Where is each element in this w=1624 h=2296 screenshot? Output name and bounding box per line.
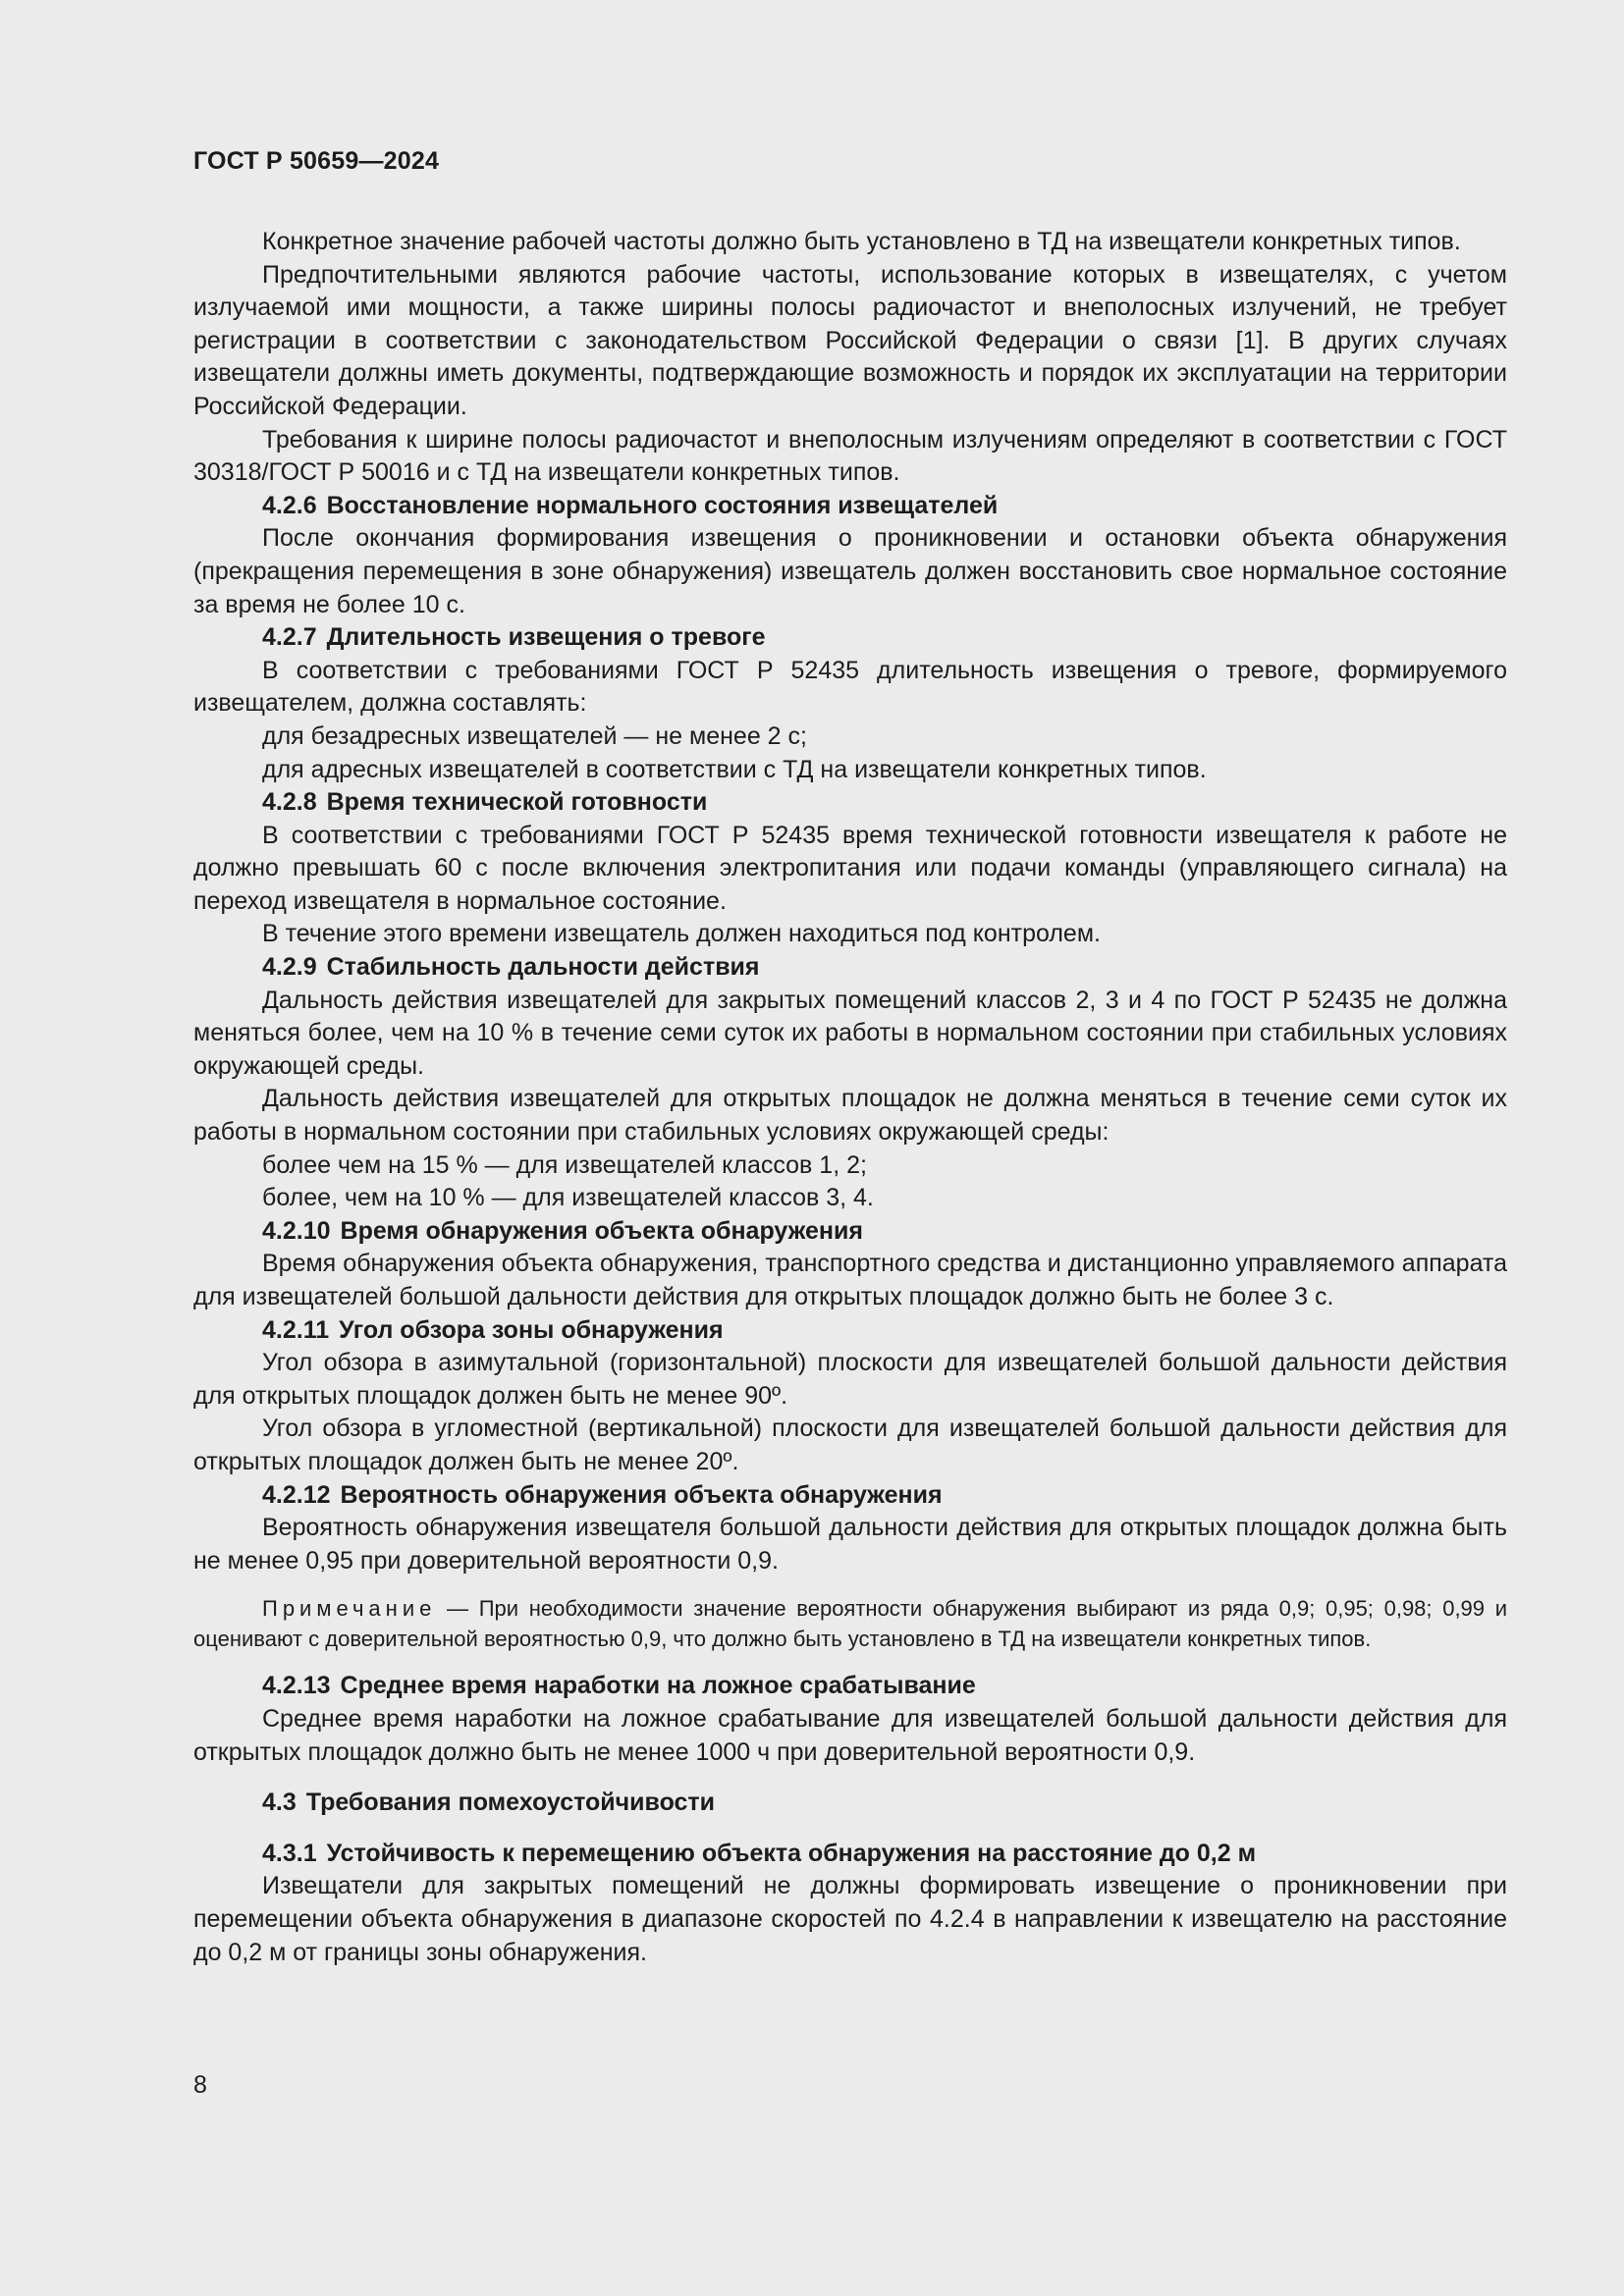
page-body [193,226,1507,1969]
section-heading-4-2-13 [193,1670,1507,1703]
section-heading-4-2-9 [193,951,1507,985]
section-number: 4.3.1 [262,1839,317,1867]
section-heading-4-2-11 [193,1314,1507,1348]
list-item: более чем на 15 % — для извещателей классов 1, 2; [262,1150,867,1179]
paragraph: Среднее время наработки на ложное срабатывание для извещателей большой дальности действия для открытых площадок должно быть не менее 1000 ч при доверительной вероятности 0,9. [193,1704,1507,1766]
section-heading-4-2-7 [193,621,1507,655]
list-item: для адресных извещателей в соответствии с ТД на извещатели конкретных типов. [262,755,1207,783]
section-heading-4-2-10 [193,1215,1507,1249]
paragraph: Дальность действия извещателей для открытых площадок не должна меняться в течение семи суток их работы в нормальном состоянии при стабильных условиях окружающей среды: [193,1085,1507,1147]
section-number: 4.2.9 [262,953,317,982]
section-title: Время обнаружения объекта обнаружения [340,1216,863,1245]
section-number: 4.2.10 [262,1216,331,1245]
section-heading-4-2-8 [193,786,1507,820]
section-title: Требования помехоустойчивости [305,1789,716,1817]
paragraph: Дальность действия извещателей для закрытых помещений классов 2, 3 и 4 по ГОСТ Р 52435 не должна меняться более, чем на 10 % в течение семи суток их работы в нормальном состоянии при стабильных условиях окружающей среды. [193,986,1507,1080]
document-code-header: ГОСТ Р 50659—2024 [193,147,440,175]
section-heading-4-2-12 [193,1479,1507,1513]
paragraph: Требования к ширине полосы радиочастот и внеполосным излучениям определяют в соответствии с ГОСТ 30318/ГОСТ Р 50016 и с ТД на извещатели конкретных типов. [193,425,1507,487]
paragraph: Угол обзора в азимутальной (горизонтальной) плоскости для извещателей большой дальности действия для открытых площадок должен быть не менее 90º. [193,1349,1507,1410]
section-title: Устойчивость к перемещению объекта обнаружения на расстояние до 0,2 м [326,1839,1257,1867]
paragraph: Вероятность обнаружения извещателя большой дальности действия для открытых площадок должна быть не менее 0,95 при доверительной вероятности 0,9. [193,1514,1507,1575]
section-heading-4-3 [193,1787,1507,1820]
section-title: Угол обзора зоны обнаружения [339,1315,724,1344]
section-number: 4.2.7 [262,623,317,652]
paragraph: Угол обзора в угломестной (вертикальной) плоскости для извещателей большой дальности действия для открытых площадок должен быть не менее 20º. [193,1415,1507,1475]
list-item: для безадресных извещателей — не менее 2 с; [262,721,807,750]
list-item: более, чем на 10 % — для извещателей классов 3, 4. [262,1184,874,1212]
section-number: 4.2.13 [262,1672,331,1700]
section-title: Время технической готовности [326,788,708,817]
section-title: Восстановление нормального состояния извещателей [326,491,999,519]
section-number: 4.2.11 [262,1315,330,1344]
section-number: 4.2.6 [262,491,317,519]
note-text: — При необходимости значение вероятности обнаружения выбирают из ряда 0,9; 0,95; 0,98; 0,99 и оценивают с доверительной вероятностью 0,9, что должно быть установлено в ТД на извещатели конкретных типов. [193,1596,1507,1652]
section-title: Среднее время наработки на ложное срабатывание [340,1672,976,1700]
paragraph: Время обнаружения объекта обнаружения, транспортного средства и дистанционно управляемого аппарата для извещателей большой дальности действия для открытых площадок должно быть не более 3 с. [193,1250,1507,1310]
page-number: 8 [193,2071,207,2099]
paragraph: В соответствии с требованиями ГОСТ Р 52435 время технической готовности извещателя к работе не должно превышать 60 с после включения электропитания или подачи команды (управляющего сигнала) на переход извещателя в нормальное состояние. [193,821,1507,915]
paragraph: Предпочтительными являются рабочие частоты, использование которых в извещателях, с учетом излучаемой ими мощности, а также ширины полосы радиочастот и внеполосных излучений, не требует регистрации в соответствии с законодательством Российской Федерации о связи [1]. В других случаях извещатели должны иметь документы, подтверждающие возможность и порядок их эксплуатации на территории Российской Федерации. [193,260,1507,420]
section-number: 4.3 [262,1789,297,1817]
note [193,1593,1507,1654]
section-title: Длительность извещения о тревоге [326,623,766,652]
note-label: Примечание [262,1596,437,1622]
section-title: Вероятность обнаружения объекта обнаружения [340,1480,943,1509]
paragraph: Конкретное значение рабочей частоты должно быть установлено в ТД на извещатели конкретных типов. [262,228,1461,255]
section-heading-4-2-6 [193,490,1507,523]
paragraph: Извещатели для закрытых помещений не должны формировать извещение о проникновении при перемещении объекта обнаружения в диапазоне скоростей по 4.2.4 в направлении к извещателю на расстояние до 0,2 м от границы зоны обнаружения. [193,1872,1507,1966]
section-heading-4-3-1 [193,1838,1507,1871]
section-title: Стабильность дальности действия [326,953,760,982]
paragraph: После окончания формирования извещения о проникновении и остановки объекта обнаружения (прекращения перемещения в зоне обнаружения) извещатель должен восстановить свое нормальное состояние за время не более 10 с. [193,524,1507,618]
paragraph: В течение этого времени извещатель должен находиться под контролем. [262,920,1101,948]
paragraph: В соответствии с требованиями ГОСТ Р 52435 длительность извещения о тревоге, формируемого извещателем, должна составлять: [193,656,1507,718]
section-number: 4.2.12 [262,1480,331,1509]
section-number: 4.2.8 [262,788,317,817]
